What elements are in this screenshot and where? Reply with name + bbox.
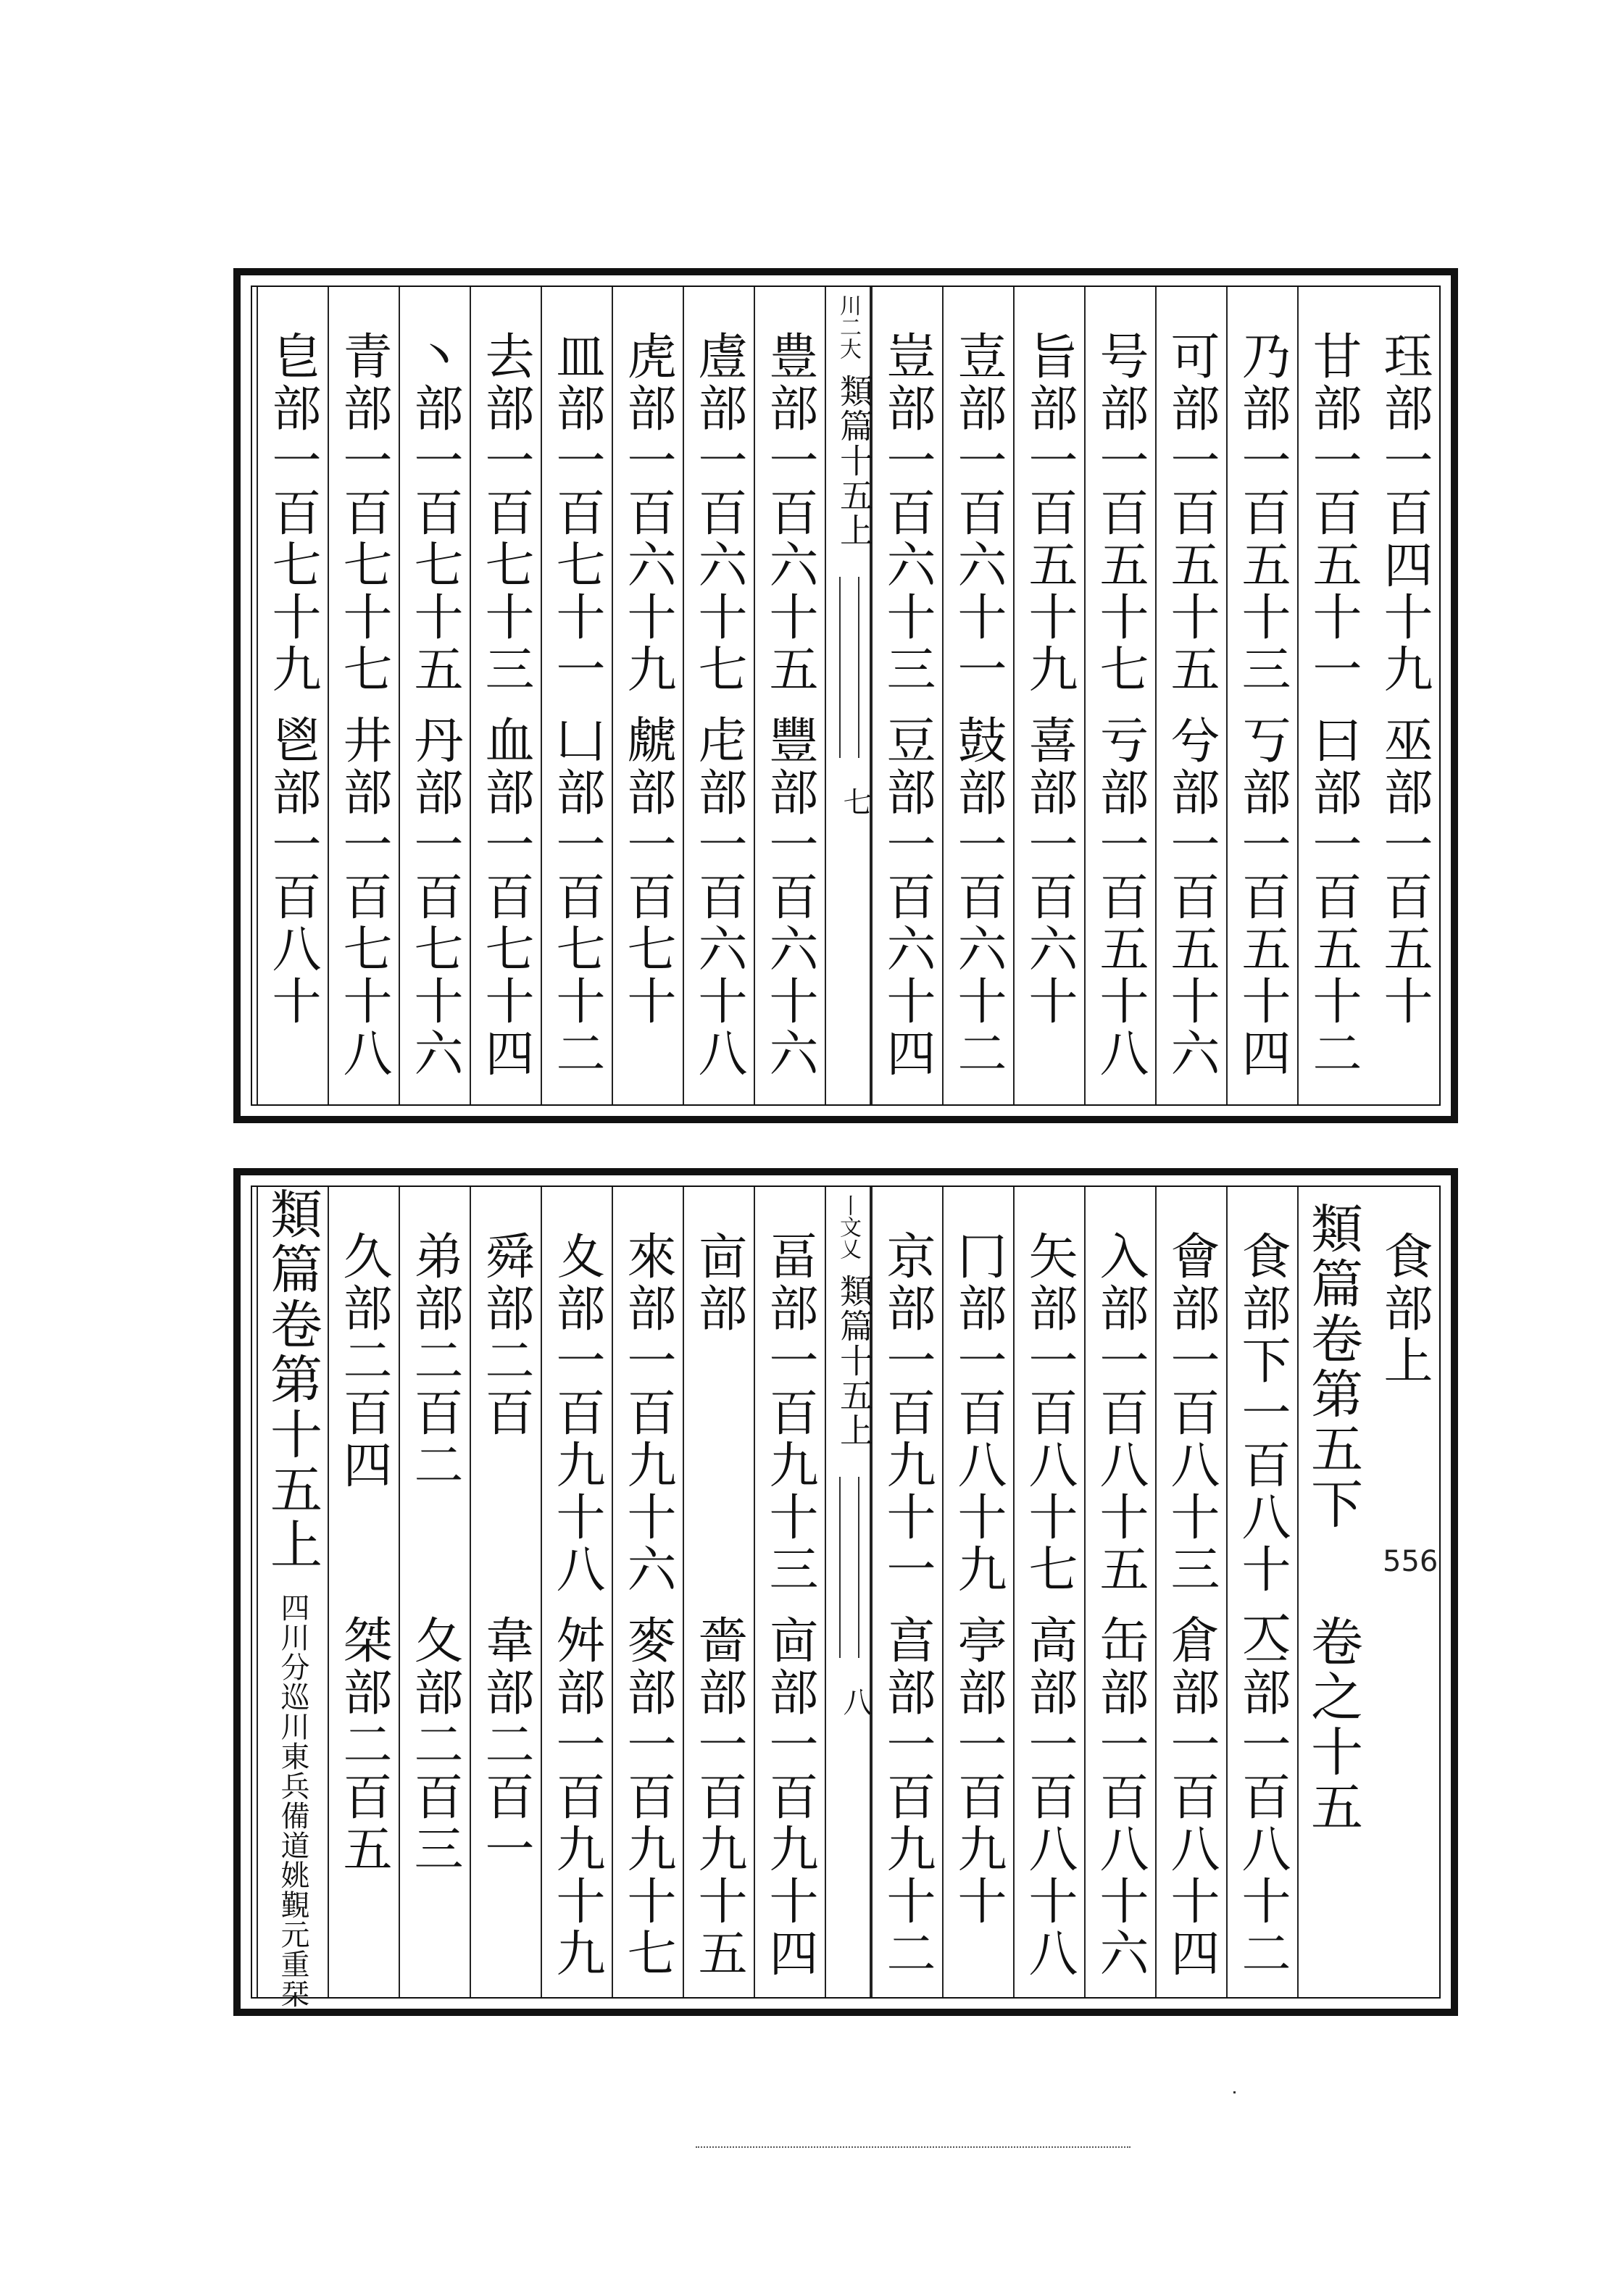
column <box>612 1187 683 1997</box>
entry: 冂部一百八十九 <box>949 1230 1007 1596</box>
entry: 虍部一百六十八 <box>690 714 747 1080</box>
entry: 丹部一百七十六 <box>406 714 463 1080</box>
bottom-panel-inner <box>251 1185 1441 2009</box>
column <box>1084 1187 1155 1997</box>
entry: 亏部一百五十八 <box>1091 714 1149 1080</box>
column <box>754 1187 825 1997</box>
column <box>683 287 754 1104</box>
column <box>1297 287 1368 1104</box>
entry: 食部上 <box>1375 1230 1433 1387</box>
entry: 号部一百五十七 <box>1091 330 1149 696</box>
top-panel <box>233 268 1458 1123</box>
entry: 高部一百八十八 <box>1020 1614 1078 1980</box>
entry: 旨部一百五十九 <box>1020 330 1078 696</box>
entry: 矢部一百八十七 <box>1020 1230 1078 1596</box>
entry: 鼓部一百六十二 <box>949 714 1007 1080</box>
entry: 曰部一百五十二 <box>1304 714 1362 1080</box>
entry: 豊部一百六十五 <box>761 330 818 696</box>
entry: 珏部一百四十九 <box>1375 330 1433 696</box>
column <box>470 287 541 1104</box>
entry: 豐部一百六十六 <box>761 714 818 1080</box>
scan-artifact-line <box>696 2146 1130 2149</box>
colophon-column <box>257 1187 328 2009</box>
entry: 亭部一百九十 <box>949 1614 1007 1928</box>
fold-column <box>825 287 874 1104</box>
colophon-note: 四川分巡川東兵備道姚覲元重栞 <box>276 1593 309 2009</box>
entry: 丂部一百五十四 <box>1233 714 1291 1080</box>
column <box>1155 1187 1226 1997</box>
top-panel-inner <box>251 286 1441 1106</box>
entry: 嗇部一百九十五 <box>690 1614 747 1980</box>
entry: 會部一百八十三 <box>1162 1230 1220 1596</box>
leaf-number: 八 <box>838 1687 872 1716</box>
entry: 來部一百九十六 <box>619 1230 676 1596</box>
volume-subtitle: 卷之十五 <box>1302 1614 1363 1835</box>
entry: 食部下一百八十一 <box>1233 1230 1291 1648</box>
entry: 皀部一百七十九 <box>264 330 321 696</box>
entry: 韋部二百一 <box>477 1614 534 1875</box>
entry: 井部一百七十八 <box>335 714 392 1080</box>
entry: 青部一百七十七 <box>335 330 392 696</box>
column <box>871 1187 942 1997</box>
entry: 舛部一百九十九 <box>548 1614 605 1980</box>
ink-speck <box>1233 2091 1236 2093</box>
entry: 壴部一百六十一 <box>949 330 1007 696</box>
entry: 亯部一百九十二 <box>878 1614 936 1980</box>
column <box>871 287 942 1104</box>
page-number: 556 <box>1383 1545 1438 1578</box>
entry: 丶部一百七十五 <box>406 330 463 696</box>
fold-title: 類篇十五上 <box>835 1274 874 1448</box>
column <box>942 287 1013 1104</box>
column <box>1013 287 1084 1104</box>
column <box>1226 287 1297 1104</box>
entry: 缶部一百八十六 <box>1091 1614 1149 1980</box>
entry: 去部一百七十三 <box>477 330 534 696</box>
entry: 虤部一百七十 <box>619 714 676 1028</box>
entry: 亼部一百八十二 <box>1233 1614 1291 1980</box>
fold-lines <box>839 577 859 758</box>
column <box>1226 1187 1297 1997</box>
column <box>328 287 399 1104</box>
colophon-title: 類篇卷第十五上 <box>262 1187 322 1572</box>
entry: 夂部二百三 <box>406 1614 463 1875</box>
column <box>1368 287 1439 1104</box>
entry: 桀部二百五 <box>335 1614 392 1875</box>
entry: 虎部一百六十九 <box>619 330 676 696</box>
entry: 畐部一百九十三 <box>761 1230 818 1596</box>
entry: 乃部一百五十三 <box>1233 330 1291 696</box>
entry: 豈部一百六十三 <box>878 330 936 696</box>
column <box>683 1187 754 1997</box>
entry: 倉部一百八十四 <box>1162 1614 1220 1980</box>
fold-title: 類篇十五上 <box>835 374 874 548</box>
fold-mark: 丨文乂 <box>836 1194 861 1259</box>
entry: 入部一百八十五 <box>1091 1230 1149 1596</box>
column <box>1297 1187 1368 1997</box>
column <box>470 1187 541 1997</box>
entry: 弟部二百二 <box>406 1230 463 1491</box>
column <box>541 1187 612 1997</box>
leaf-number: 七 <box>838 787 872 816</box>
fold-column <box>825 1187 874 1997</box>
column <box>1368 1187 1439 1997</box>
fold-mark: 川二大 <box>836 294 861 359</box>
column <box>257 287 328 1104</box>
entry: 京部一百九十一 <box>878 1230 936 1596</box>
column <box>1155 287 1226 1104</box>
column <box>1084 287 1155 1104</box>
volume-title: 類篇卷第五下 <box>1302 1201 1363 1532</box>
entry: 甘部一百五十一 <box>1304 330 1362 696</box>
entry: 血部一百七十四 <box>477 714 534 1080</box>
entry: 㐭部一百九十四 <box>761 1614 818 1980</box>
entry: 兮部一百五十六 <box>1162 714 1220 1080</box>
column <box>399 1187 470 1997</box>
entry: 久部二百四 <box>335 1230 392 1491</box>
column <box>942 1187 1013 1997</box>
entry: 鬯部一百八十 <box>264 714 321 1028</box>
bottom-panel <box>233 1168 1458 2016</box>
entry: 㐭部 <box>690 1230 747 1335</box>
entry: 豆部一百六十四 <box>878 714 936 1080</box>
entry: 凵部一百七十二 <box>548 714 605 1080</box>
fold-lines <box>839 1477 859 1658</box>
entry: 䖒部一百六十七 <box>690 330 747 696</box>
entry: 喜部一百六十 <box>1020 714 1078 1028</box>
column <box>328 1187 399 1997</box>
column <box>399 287 470 1104</box>
entry: 夊部一百九十八 <box>548 1230 605 1596</box>
column <box>612 287 683 1104</box>
column <box>541 287 612 1104</box>
column <box>1013 1187 1084 1997</box>
entry: 皿部一百七十一 <box>548 330 605 696</box>
column <box>754 287 825 1104</box>
entry: 可部一百五十五 <box>1162 330 1220 696</box>
entry: 麥部一百九十七 <box>619 1614 676 1980</box>
entry: 舜部二百 <box>477 1230 534 1439</box>
entry: 巫部一百五十 <box>1375 714 1433 1028</box>
